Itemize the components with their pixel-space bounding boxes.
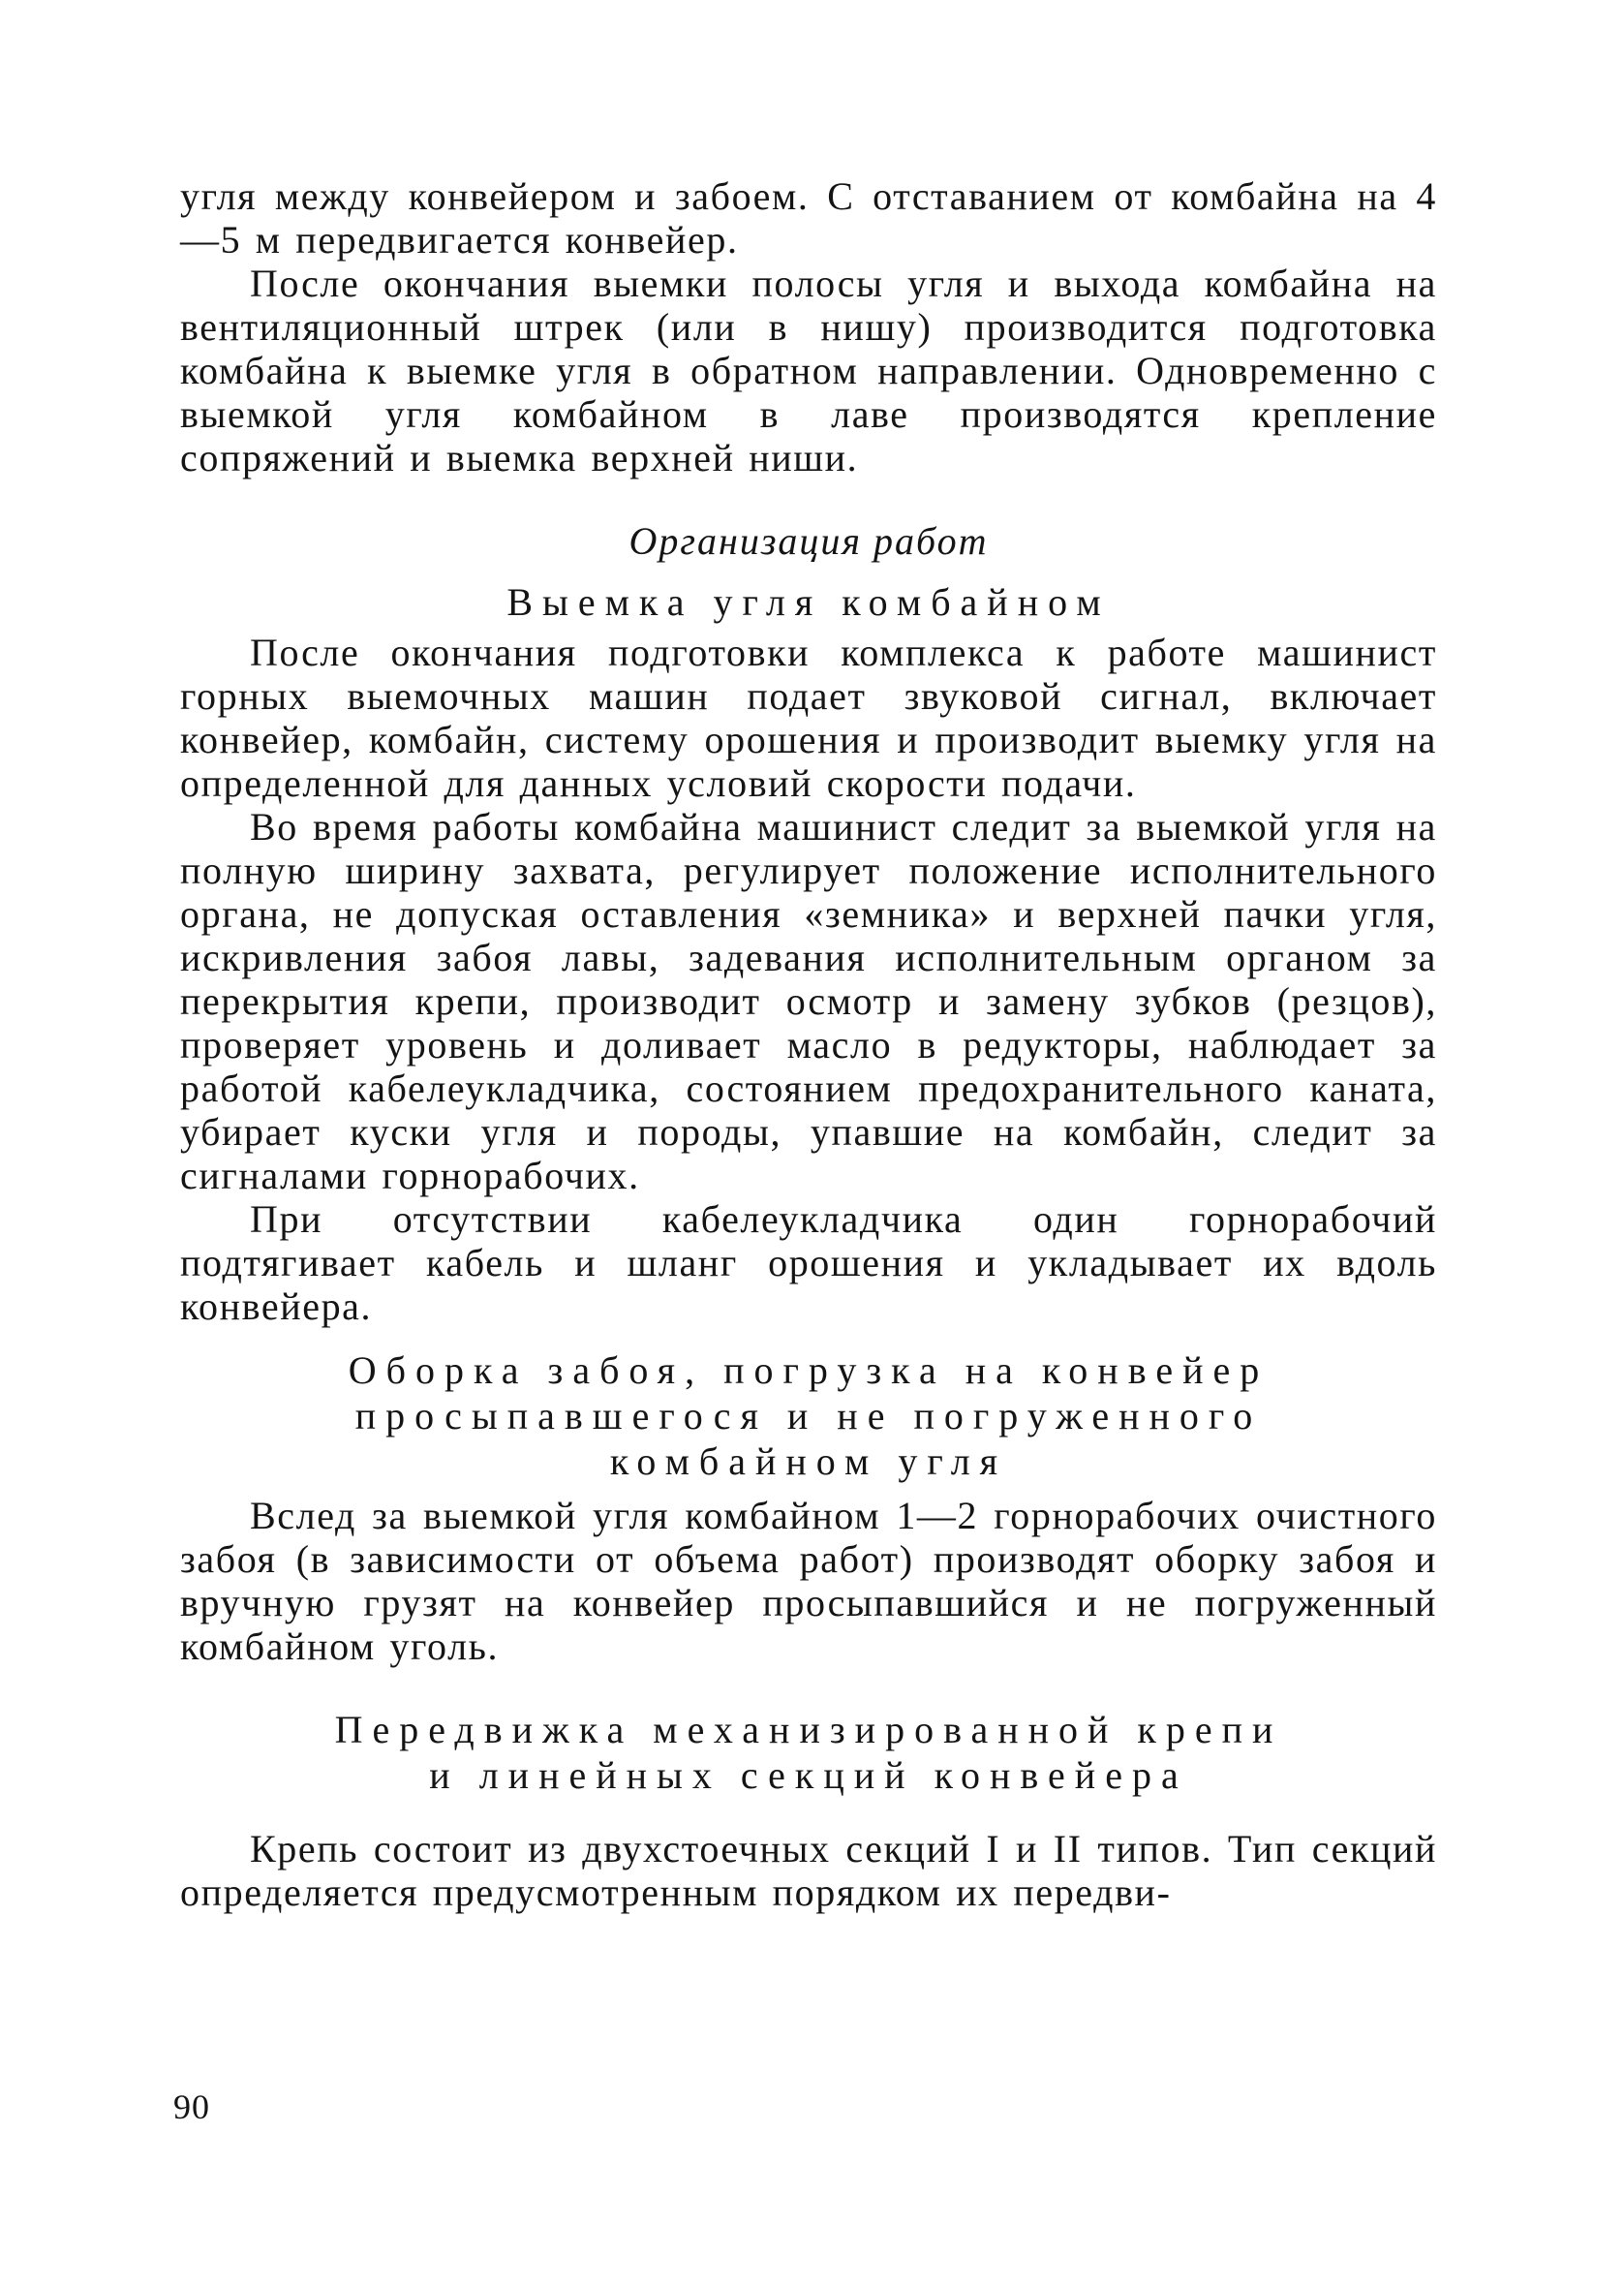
paragraph: При отсутствии кабелеукладчика один горнорабочий подтягивает кабель и шланг орошения и укладывает их вдоль конвейера. [180,1197,1437,1328]
section-heading: Выемка угля комбайном [506,580,1111,624]
heading-line: просыпавшегося и не погруженного [354,1394,1263,1438]
heading-line: Оборка забоя, погрузка на конвейер [348,1348,1270,1392]
section-heading [180,1347,1437,1484]
paragraph: Крепь состоит из двухстоечных секций I и II типов. Тип секций определяется предусмотренным порядком их передви- [180,1827,1437,1914]
section-subtitle: Организация работ [628,519,989,563]
text-column [180,174,1437,1914]
section-heading [180,1707,1437,1798]
paragraph: После окончания выемки полосы угля и выхода комбайна на вентиляционный штрек (или в нишу) производится подготовка комбайна к выемке угля в обратном направлении. Одновременно с выемкой угля комбайном в лаве производятся крепление сопряжений и выемка верхней ниши. [180,262,1437,479]
paragraph: Вслед за выемкой угля комбайном 1—2 горнорабочих очистного забоя (в зависимости от объема работ) производят оборку забоя и вручную грузят на конвейер просыпавшийся и не погруженный комбайном уголь. [180,1494,1437,1668]
page-number: 90 [173,2087,210,2126]
paragraph: После окончания подготовки комплекса к работе машинист горных выемочных машин подает звуковой сигнал, включает конвейер, комбайн, систему орошения и производит выемку угля на определенной для данных условий скорости подачи. [180,631,1437,805]
paragraph-continuation: угля между конвейером и забоем. С отставанием от комбайна на 4—5 м передвигается конвейер. [180,174,1437,262]
heading-line: Передвижка механизированной крепи [334,1708,1283,1751]
heading-line: комбайном угля [609,1439,1008,1483]
paragraph: Во время работы комбайна машинист следит за выемкой угля на полную ширину захвата, регулирует положение исполнительного органа, не допуская оставления «земника» и верхней пачки угля, искривления забоя лавы, задевания исполнительным органом за перекрытия крепи, производит осмотр и замену зубков (резцов), проверяет уровень и доливает масло в редукторы, наблюдает за работой кабелеукладчика, состоянием предохранительного каната, убирает куски угля и породы, упавшие на комбайн, следит за сигналами горнорабочих. [180,805,1437,1197]
heading-line: и линейных секций конвейера [429,1753,1188,1797]
